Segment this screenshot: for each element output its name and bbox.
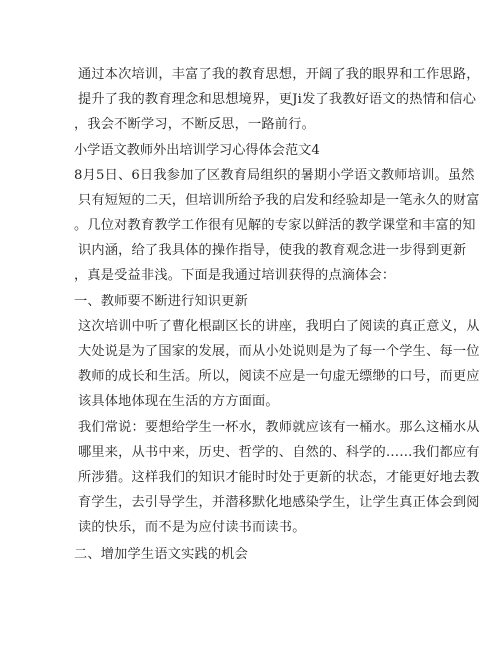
opening-line-4: 识内涵，给了我具体的操作指导，使我的教育观念进一步得到更新 — [78, 243, 467, 258]
bucket-line-1: 我们常说：要想给学生一杯水，教师就应该有一桶水。那么这桶水从 — [78, 420, 480, 435]
opening-line-5: ，真是受益非浅。下面是我通过培训获得的点滴体会： — [74, 268, 396, 283]
lecture-line-3: 教师的成长和生活。所以，阅读不应是一句虚无缥缈的口号，而更应 — [78, 369, 480, 384]
intro-line-2: 提升了我的教育理念和思想境界，更Ji发了我教好语文的热情和信心 — [78, 92, 477, 107]
lecture-line-1: 这次培训中听了曹化根副区长的讲座，我明白了阅读的真正意义，从 — [78, 319, 480, 334]
opening-line-3: 。几位对教育教学工作很有见解的专家以鲜活的教学课堂和丰富的知 — [74, 218, 476, 233]
lecture-line-2: 大处说是为了国家的发展，而从小处说则是为了每一个学生、每一位 — [78, 344, 480, 359]
section-one-heading: 一、教师要不断进行知识更新 — [74, 294, 249, 309]
intro-line-1: 通过本次培训，丰富了我的教育思想，开阔了我的眼界和工作思路， — [78, 67, 480, 82]
bucket-line-2: 哪里来，从书中来，历史、哲学的、自然的、科学的……我们都应有 — [78, 445, 480, 460]
bucket-line-4: 育学生，去引导学生，并潜移默化地感染学生，让学生真正体会到阅 — [78, 495, 480, 510]
intro-line-3: ，我会不断学习，不断反思，一路前行。 — [74, 117, 315, 132]
opening-line-1: 8月5日、6日我参加了区教育局组织的暑期小学语文教师培训。虽然 — [74, 168, 475, 183]
article-title: 小学语文教师外出培训学习心得体会范文4 — [74, 143, 320, 158]
bucket-line-5: 读的快乐，而不是为应付读书而读书。 — [78, 520, 306, 535]
bucket-line-3: 所涉猎。这样我们的知识才能时时处于更新的状态，才能更好地去教 — [78, 470, 480, 485]
opening-line-2: 只有短短的二天，但培训所给予我的启发和经验却是一笔永久的财富 — [78, 193, 480, 208]
lecture-line-4: 该具体地体现在生活的方方面面。 — [78, 394, 279, 409]
section-two-heading: 二、增加学生语文实践的机会 — [74, 547, 249, 562]
